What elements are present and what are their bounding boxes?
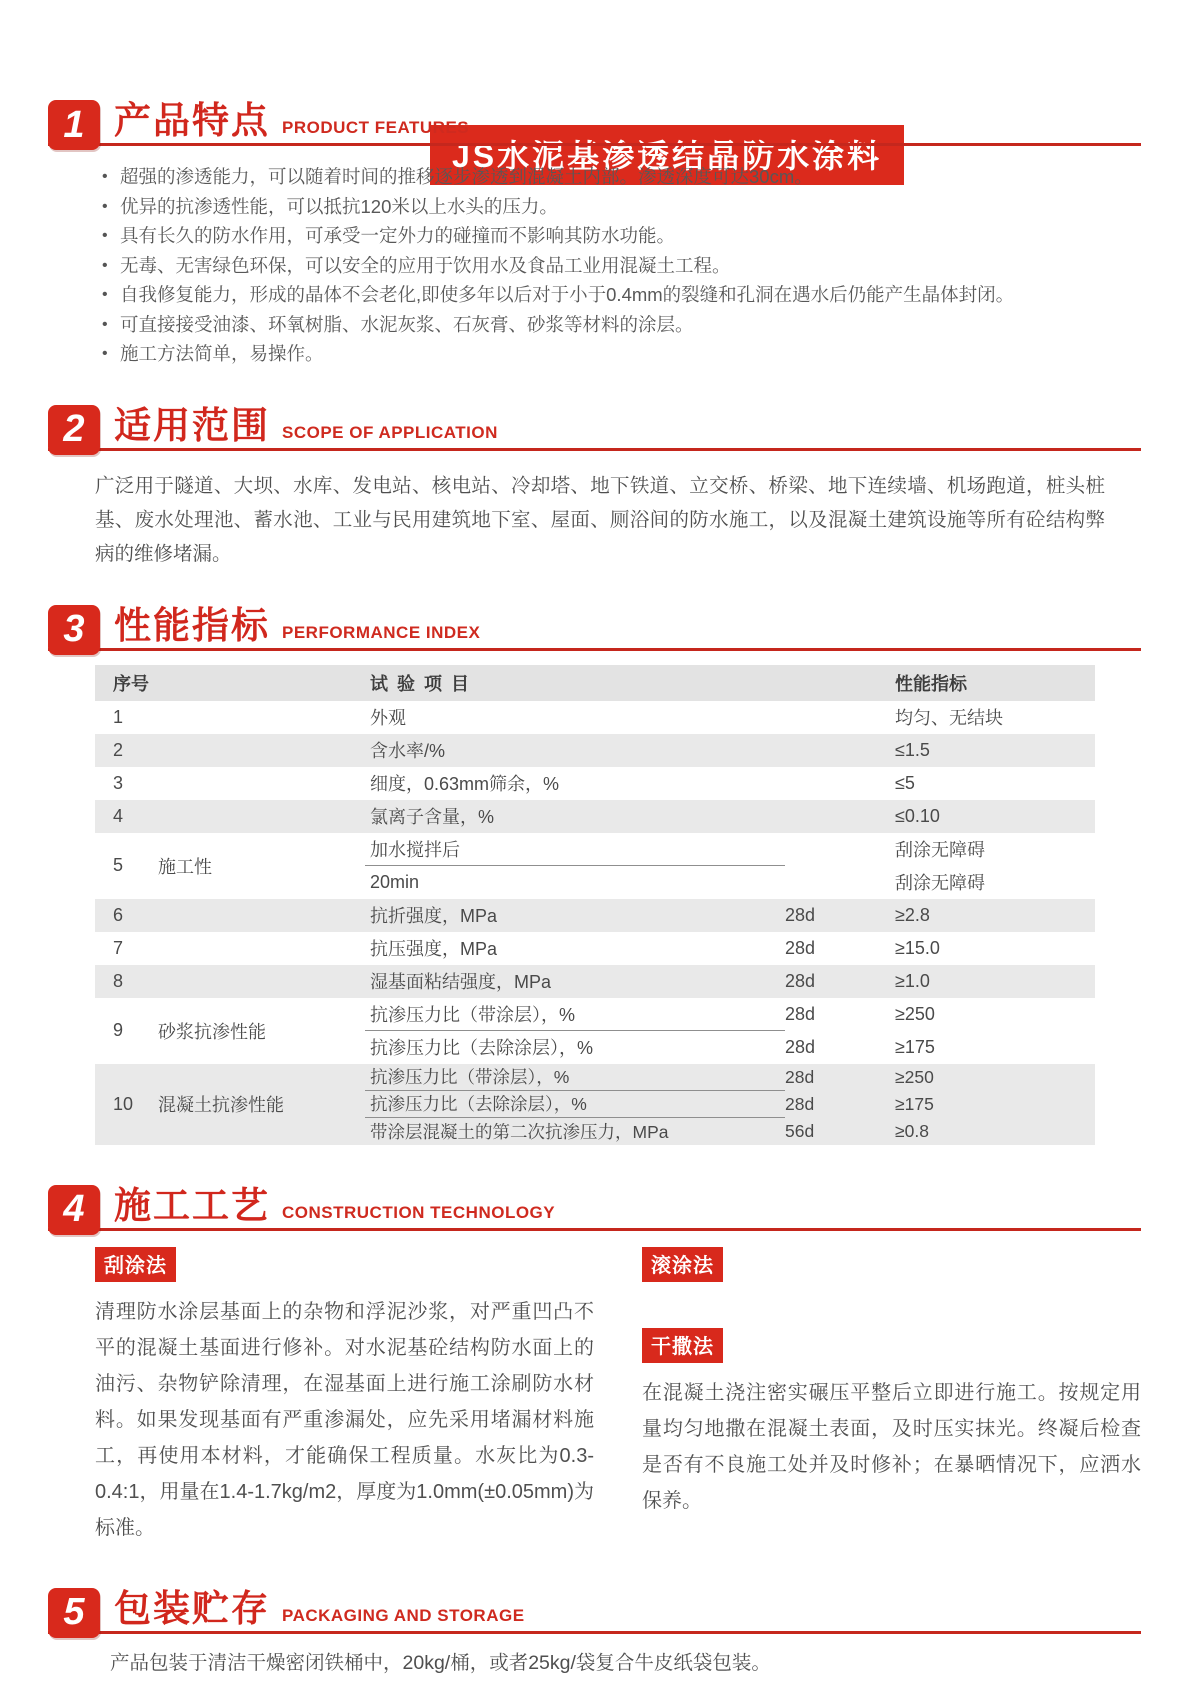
row-number: 7 <box>113 937 124 958</box>
index-value: 刮涂无障碍 <box>895 840 985 860</box>
test-item: 细度，0.63mm筛余，% <box>370 774 560 794</box>
method-block <box>642 1328 1141 1519</box>
index-value: ≥250 <box>895 1066 934 1087</box>
table-subrow <box>365 800 1095 833</box>
test-age: 28d <box>785 970 816 991</box>
table-row <box>95 833 1095 899</box>
test-age: 28d <box>785 1093 815 1114</box>
section3-title: 性能指标 <box>114 604 270 646</box>
feature-bullet: • 具有长久的防水作用，可承受一定外力的碰撞而不影响其防水功能。 <box>100 221 1141 251</box>
row-number: 10 <box>113 1093 134 1114</box>
table-row <box>95 932 1095 965</box>
table-header-item: 试 验 项 目 <box>370 673 472 694</box>
section1-title: 产品特点 <box>114 100 270 142</box>
row-subrows <box>365 701 1095 734</box>
document-title: JS水泥基渗透结晶防水涂料 <box>430 125 904 185</box>
test-item: 抗渗压力比（带涂层），% <box>365 998 785 1031</box>
section4-subtitle: CONSTRUCTION TECHNOLOGY <box>282 1202 556 1222</box>
section1-subtitle: PRODUCT FEATURES <box>282 118 470 137</box>
row-subrows <box>365 800 1095 833</box>
section4-header <box>48 1185 1141 1231</box>
table-row <box>95 899 1095 932</box>
feature-bullet: • 施工方法简单，易操作。 <box>100 339 1141 369</box>
method-block <box>642 1247 1141 1282</box>
table-subrow <box>365 1031 1095 1064</box>
row-subrows <box>365 1064 1095 1145</box>
construction-columns <box>95 1247 1141 1546</box>
table-row <box>95 767 1095 800</box>
product-features-list <box>100 162 1141 369</box>
section3-number-badge: 3 <box>48 605 100 655</box>
packaging-paragraph: 产品包装于清洁干燥密闭铁桶中，20kg/桶，或者25kg/袋复合牛皮纸袋包装。 <box>110 1651 771 1674</box>
table-row <box>95 800 1095 833</box>
table-subrow <box>365 932 1095 965</box>
row-category: 混凝土抗渗性能 <box>158 1095 284 1115</box>
row-category: 施工性 <box>158 856 212 877</box>
performance-table <box>95 665 1095 1145</box>
construction-left-column <box>95 1247 594 1546</box>
test-age: 28d <box>785 1066 815 1087</box>
method-text: 在混凝土浇注密实碾压平整后立即进行施工。按规定用量均匀地撒在混凝土表面，及时压实抹光。终凝后检查是否有不良施工处并及时修补；在暴晒情况下，应洒水保养。 <box>642 1381 1141 1512</box>
table-row <box>95 701 1095 734</box>
table-subrow <box>365 1064 1095 1091</box>
test-item: 抗折强度，MPa <box>370 906 498 926</box>
feature-bullet: • 无毒、无害绿色环保，可以安全的应用于饮用水及食品工业用混凝土工程。 <box>100 251 1141 281</box>
section5-header <box>48 1588 1141 1634</box>
table-subrow <box>365 998 1095 1031</box>
test-age: 28d <box>785 904 816 925</box>
performance-table-header <box>95 665 1095 701</box>
method-text-scrape: 清理防水涂层基面上的杂物和浮泥沙浆，对严重凹凸不平的混凝土基面进行修补。对水泥基砼结构防水面上的油污、杂物铲除清理，在湿基面上进行施工涂刷防水材料。如果发现基面有严重渗漏处，应先采用堵漏材料施工，再使用本材料，才能确保工程质量。水灰比为0.3-0.4:1，用量在1.4-1.7kg/m2，厚度为1.0mm(±0.05mm)为标准。 <box>95 1300 594 1539</box>
table-header-index: 性能指标 <box>895 673 967 694</box>
row-number: 1 <box>113 706 124 727</box>
test-item: 抗渗压力比（去除涂层），% <box>365 1091 785 1118</box>
method-badge: 滚涂法 <box>642 1247 723 1282</box>
feature-bullet: • 优异的抗渗透性能，可以抵抗120米以上水头的压力。 <box>100 192 1141 222</box>
section2-title: 适用范围 <box>114 404 270 446</box>
section2-subtitle: SCOPE OF APPLICATION <box>282 422 498 442</box>
table-row <box>95 965 1095 998</box>
scope-paragraph: 广泛用于隧道、大坝、水库、发电站、核电站、冷却塔、地下铁道、立交桥、桥梁、地下连续墙、机场跑道，桩头桩基、废水处理池、蓄水池、工业与民用建筑地下室、屋面、厕浴间的防水施工，以及混凝土建筑设施等所有砼结构弊病的维修堵漏。 <box>95 474 1105 565</box>
row-number: 2 <box>113 739 124 760</box>
test-age: 28d <box>785 937 816 958</box>
method-block-scrape <box>95 1247 594 1546</box>
table-subrow <box>365 734 1095 767</box>
section3-header <box>48 605 1141 651</box>
test-item: 带涂层混凝土的第二次抗渗压力，MPa <box>370 1121 669 1142</box>
method-badge: 干撒法 <box>642 1328 723 1363</box>
index-value: ≥15.0 <box>895 937 940 958</box>
table-header-no: 序号 <box>113 673 149 694</box>
row-number: 4 <box>113 805 124 826</box>
index-value: ≥175 <box>895 1093 934 1114</box>
index-value: 刮涂无障碍 <box>895 873 985 893</box>
section1-number-badge: 1 <box>48 100 100 150</box>
section5-title: 包装贮存 <box>114 1587 270 1629</box>
row-subrows <box>365 734 1095 767</box>
test-item: 氯离子含量，% <box>370 807 495 827</box>
feature-bullet: • 超强的渗透能力，可以随着时间的推移逐步渗透到混凝土内部。渗透深度可达30cm。 <box>100 162 1141 192</box>
construction-right-column <box>642 1247 1141 1546</box>
test-age: 28d <box>785 1003 816 1024</box>
section4-title: 施工工艺 <box>114 1184 270 1226</box>
row-number: 6 <box>113 904 124 925</box>
table-subrow <box>365 1091 1095 1118</box>
section4-number-badge: 4 <box>48 1185 100 1235</box>
row-number: 9 <box>113 1020 124 1040</box>
row-subrows <box>365 998 1095 1064</box>
section1-header <box>48 100 1141 146</box>
test-item: 外观 <box>370 708 406 728</box>
test-item: 抗渗压力比（带涂层），% <box>365 1064 785 1091</box>
test-item: 抗压强度，MPa <box>370 939 498 959</box>
index-value: ≤5 <box>895 772 915 793</box>
row-category: 砂浆抗渗性能 <box>158 1021 266 1042</box>
table-subrow <box>365 965 1095 998</box>
row-number: 5 <box>113 855 124 875</box>
index-value: ≥250 <box>895 1003 935 1024</box>
table-row <box>95 998 1095 1064</box>
section2-number-badge: 2 <box>48 405 100 455</box>
performance-table-body <box>95 701 1095 1145</box>
index-value: ≥1.0 <box>895 970 930 991</box>
table-subrow <box>365 866 1095 899</box>
index-value: ≤1.5 <box>895 739 930 760</box>
index-value: ≥2.8 <box>895 904 930 925</box>
section5-number-badge: 5 <box>48 1588 100 1638</box>
section2-header <box>48 405 1141 451</box>
test-item: 加水搅拌后 <box>365 833 785 866</box>
row-number: 3 <box>113 772 124 793</box>
table-row <box>95 1064 1095 1145</box>
index-value: ≥0.8 <box>895 1120 929 1141</box>
row-subrows <box>365 899 1095 932</box>
index-value: ≥175 <box>895 1036 935 1057</box>
feature-bullet: • 自我修复能力，形成的晶体不会老化,即使多年以后对于小于0.4mm的裂缝和孔洞在遇水后仍能产生晶体封闭。 <box>100 280 1141 310</box>
row-subrows <box>365 932 1095 965</box>
index-value: 均匀、无结块 <box>895 708 1003 728</box>
method-badge-scrape: 刮涂法 <box>95 1247 176 1282</box>
table-subrow <box>365 701 1095 734</box>
section3-subtitle: PERFORMANCE INDEX <box>282 622 481 642</box>
section5-subtitle: PACKAGING AND STORAGE <box>282 1605 525 1625</box>
test-age: 28d <box>785 1036 816 1057</box>
test-item: 含水率/% <box>370 741 446 761</box>
index-value: ≤0.10 <box>895 805 940 826</box>
row-number: 8 <box>113 970 124 991</box>
table-row <box>95 734 1095 767</box>
feature-bullet: • 可直接接受油漆、环氧树脂、水泥灰浆、石灰膏、砂浆等材料的涂层。 <box>100 310 1141 340</box>
test-item: 抗渗压力比（去除涂层），% <box>370 1038 594 1058</box>
table-subrow <box>365 1118 1095 1145</box>
test-item: 20min <box>370 871 420 892</box>
table-subrow <box>365 767 1095 800</box>
row-subrows <box>365 833 1095 899</box>
test-age: 56d <box>785 1120 815 1141</box>
row-subrows <box>365 965 1095 998</box>
test-item: 湿基面粘结强度，MPa <box>370 972 552 992</box>
table-subrow <box>365 899 1095 932</box>
row-subrows <box>365 767 1095 800</box>
table-subrow <box>365 833 1095 866</box>
